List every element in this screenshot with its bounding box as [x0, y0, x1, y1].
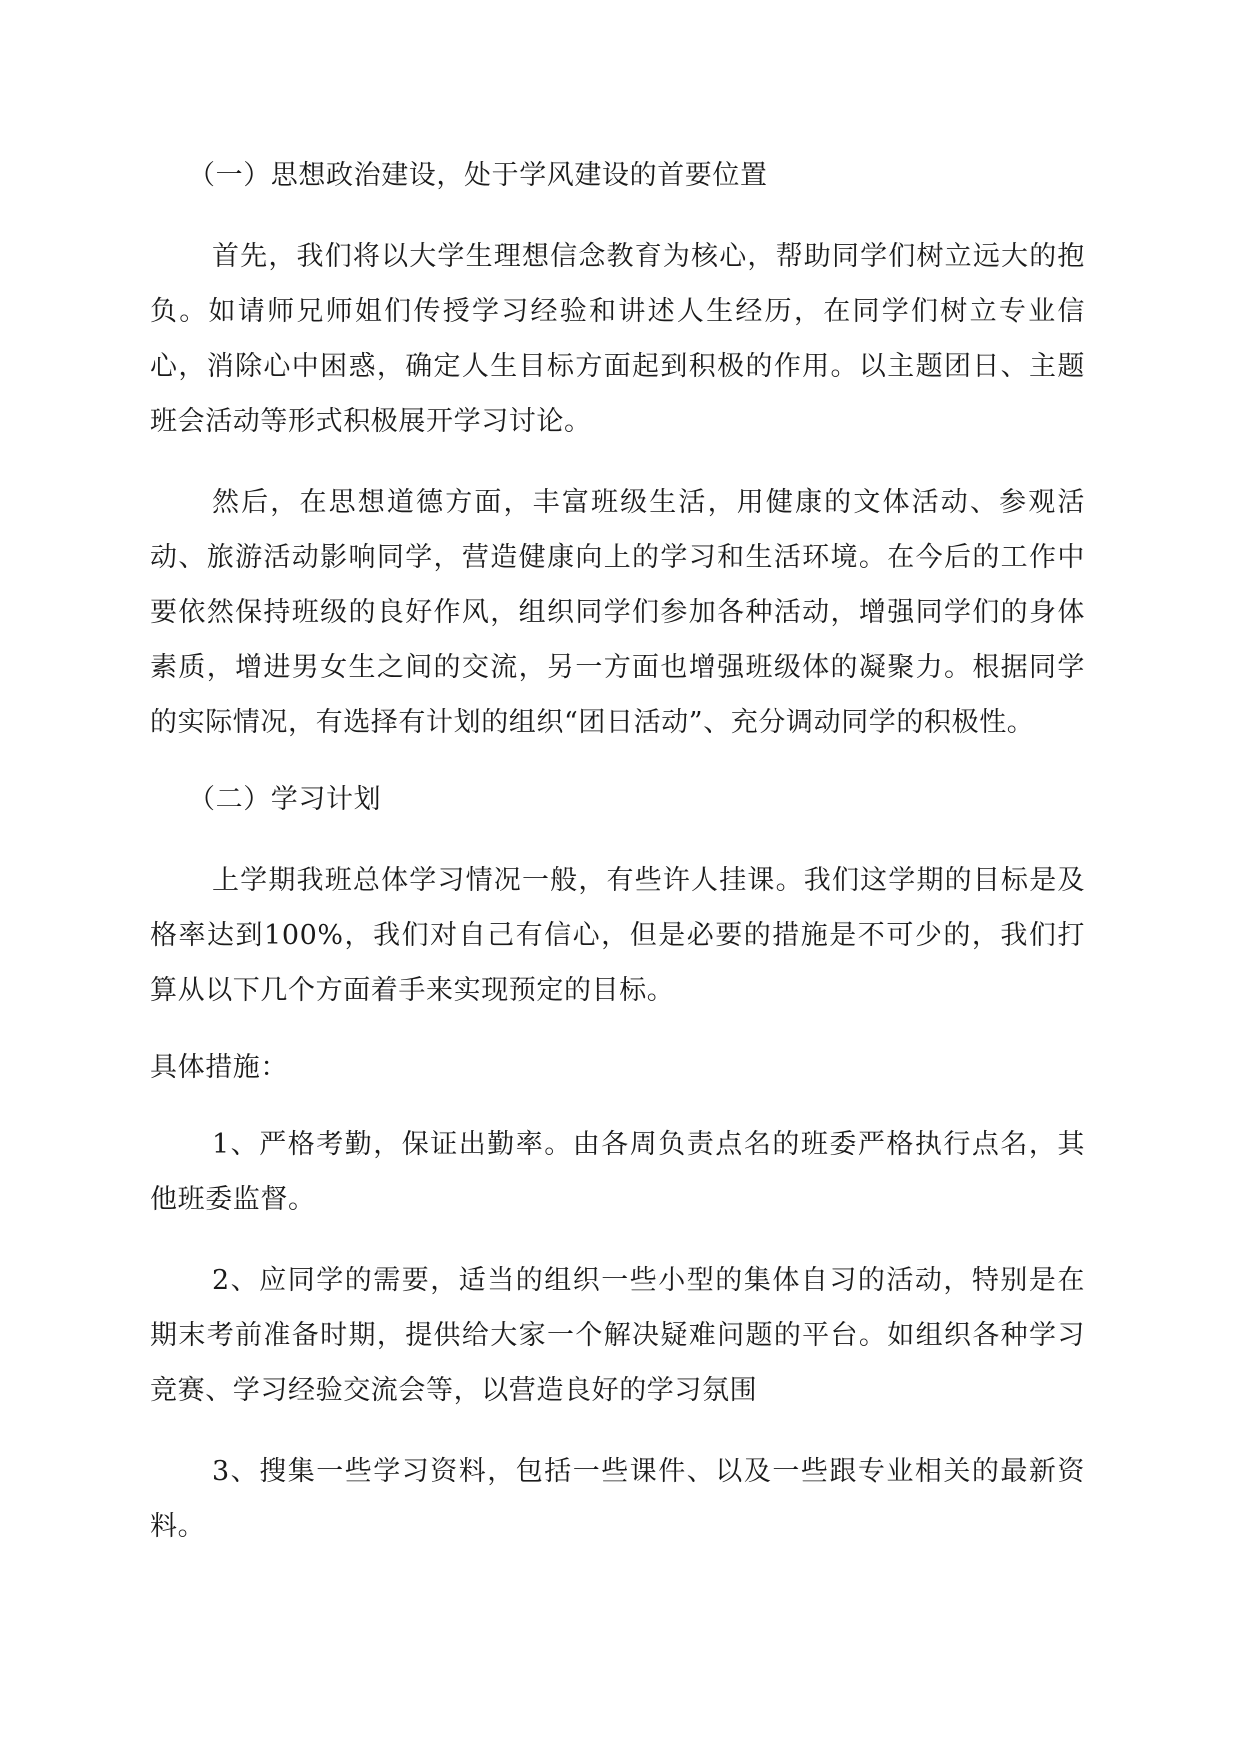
measure-item-2: 2、应同学的需要，适当的组织一些小型的集体自习的活动，特别是在期末考前准备时期，提供给大家一个解决疑难问题的平台。如组织各种学习竞赛、学习经验交流会等，以营造良好的学习氛围	[150, 1265, 1085, 1406]
section-heading-1: （一）思想政治建设，处于学风建设的首要位置	[188, 160, 768, 191]
measures-label: 具体措施：	[150, 1052, 288, 1083]
section-heading-2: （二）学习计划	[188, 784, 382, 815]
document-body	[150, 148, 1085, 1554]
measure-item-3: 3、搜集一些学习资料，包括一些课件、以及一些跟专业相关的最新资料。	[150, 1456, 1085, 1542]
paragraph: 首先，我们将以大学生理想信念教育为核心，帮助同学们树立远大的抱负。如请师兄师姐们传授学习经验和讲述人生经历，在同学们树立专业信心，消除心中困惑，确定人生目标方面起到积极的作用。以主题团日、主题班会活动等形式积极展开学习讨论。	[150, 241, 1085, 437]
measure-item-1: 1、严格考勤，保证出勤率。由各周负责点名的班委严格执行点名，其他班委监督。	[150, 1129, 1085, 1215]
paragraph: 然后，在思想道德方面，丰富班级生活，用健康的文体活动、参观活动、旅游活动影响同学，营造健康向上的学习和生活环境。在今后的工作中要依然保持班级的良好作风，组织同学们参加各种活动，增强同学们的身体素质，增进男女生之间的交流，另一方面也增强班级体的凝聚力。根据同学的实际情况，有选择有计划的组织“团日活动”、充分调动同学的积极性。	[150, 487, 1085, 738]
paragraph: 上学期我班总体学习情况一般，有些许人挂课。我们这学期的目标是及格率达到100%，我们对自己有信心，但是必要的措施是不可少的，我们打算从以下几个方面着手来实现预定的目标。	[150, 865, 1085, 1006]
